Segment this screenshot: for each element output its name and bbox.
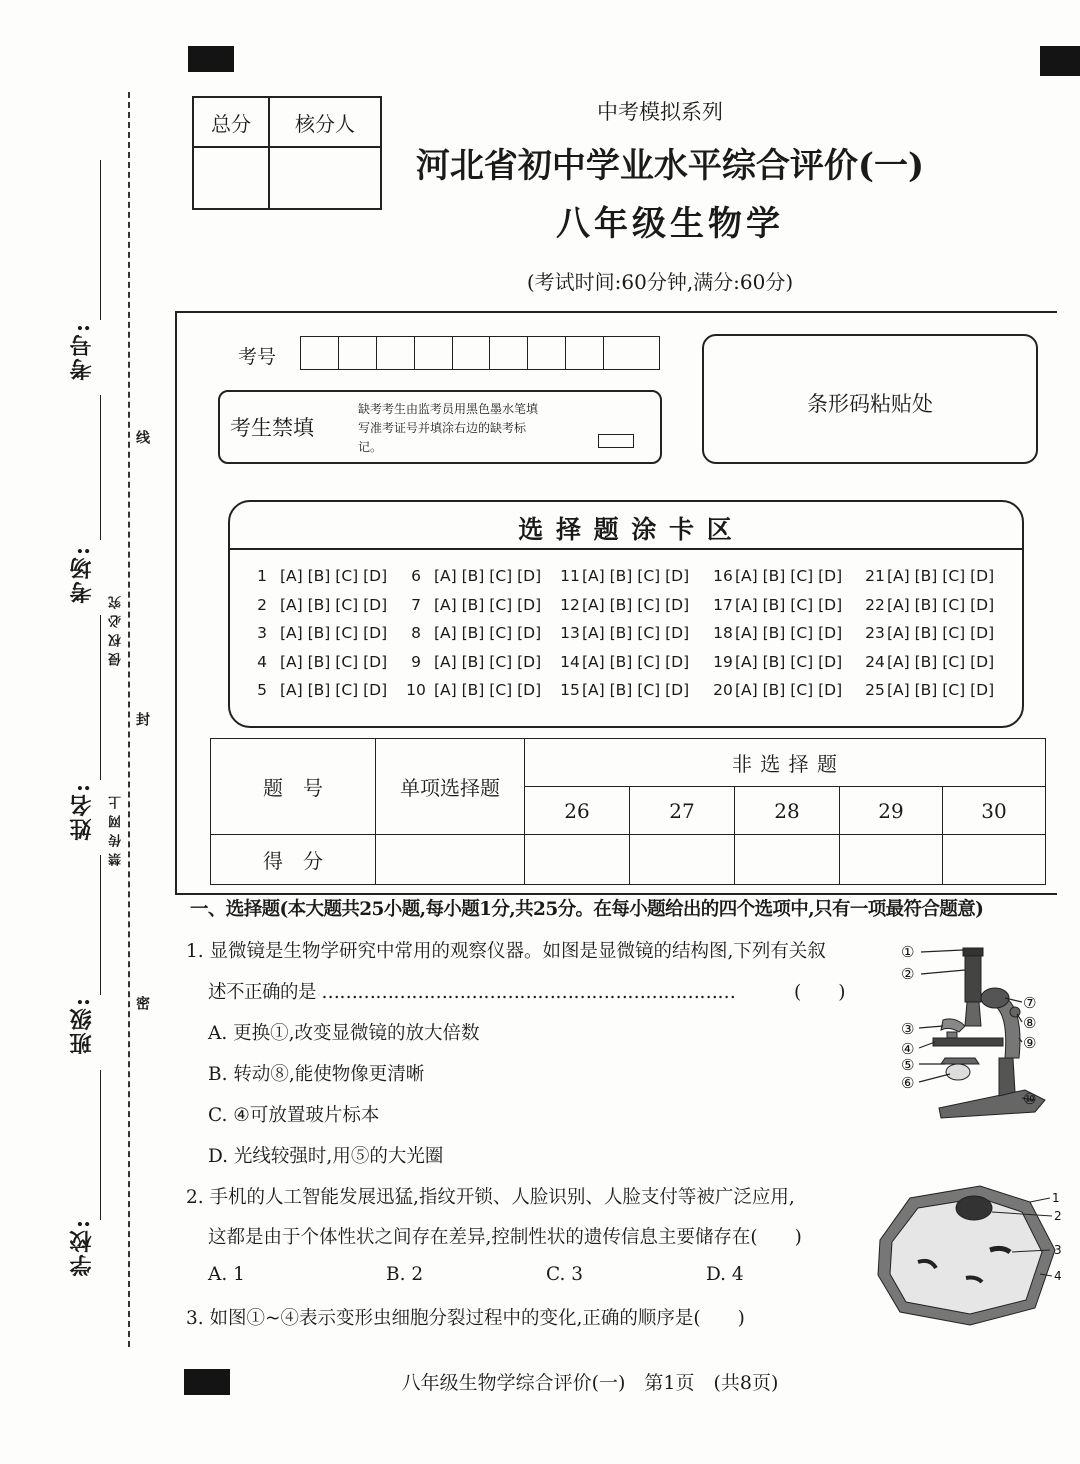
answer-options[interactable]: [A] [B] [C] [D] bbox=[434, 595, 542, 614]
microscope-figure bbox=[895, 940, 1060, 1120]
question-number: 20 bbox=[713, 681, 733, 699]
score-cell[interactable] bbox=[735, 835, 840, 885]
answer-options[interactable]: [A] [B] [C] [D] bbox=[887, 652, 995, 671]
answer-options[interactable]: [A] [B] [C] [D] bbox=[280, 652, 388, 671]
answer-options[interactable]: [A] [B] [C] [D] bbox=[887, 681, 995, 699]
q2-option-c: C. 3 bbox=[546, 1264, 584, 1285]
answer-row bbox=[250, 596, 994, 625]
question-number: 9 bbox=[411, 652, 421, 671]
exam-number-cell[interactable] bbox=[528, 337, 566, 369]
restricted-label: 考生禁填 bbox=[230, 416, 314, 440]
q1-option-b: B. 转动⑧,能使物像更清晰 bbox=[208, 1064, 425, 1085]
question-number: 18 bbox=[713, 624, 733, 642]
exam-number-cell[interactable] bbox=[566, 337, 604, 369]
exam-number-grid bbox=[300, 336, 660, 370]
question-number-header: 题 号 bbox=[211, 739, 376, 835]
non-choice-header: 非 选 择 题 bbox=[525, 739, 1046, 787]
q1-answer-paren[interactable]: ( ) bbox=[794, 982, 846, 1003]
question-number: 12 bbox=[560, 595, 580, 614]
answer-options[interactable]: [A] [B] [C] [D] bbox=[887, 624, 995, 642]
score-cell[interactable] bbox=[840, 835, 943, 885]
question-26-header: 26 bbox=[525, 787, 630, 835]
score-cell[interactable] bbox=[943, 835, 1046, 885]
score-cell[interactable] bbox=[630, 835, 735, 885]
question-number: 10 bbox=[406, 681, 426, 699]
answer-options[interactable]: [A] [B] [C] [D] bbox=[280, 681, 388, 699]
registration-mark-bottom-left bbox=[184, 1369, 230, 1395]
answer-options[interactable]: [A] [B] [C] [D] bbox=[735, 595, 843, 614]
question-29-header: 29 bbox=[840, 787, 943, 835]
question-number: 3 bbox=[257, 624, 267, 642]
total-score-box bbox=[192, 96, 382, 210]
question-number: 17 bbox=[713, 595, 733, 614]
registration-mark-top-left bbox=[188, 46, 234, 72]
field-name-label: 姓名: bbox=[69, 782, 95, 841]
field-exam-number-label: 考号: bbox=[69, 322, 95, 381]
field-line-exam-room bbox=[100, 395, 101, 540]
answer-options[interactable]: [A] [B] [C] [D] bbox=[887, 595, 995, 614]
microscope-label-8: ⑧ bbox=[1023, 1014, 1037, 1032]
question-number: 19 bbox=[713, 652, 733, 671]
answer-options[interactable]: [A] [B] [C] [D] bbox=[582, 595, 690, 614]
q2-option-b: B. 2 bbox=[386, 1264, 424, 1285]
absence-mark-box[interactable] bbox=[598, 434, 634, 448]
q1-option-a: A. 更换①,改变显微镜的放大倍数 bbox=[208, 1023, 480, 1044]
answer-options[interactable]: [A] [B] [C] [D] bbox=[280, 567, 388, 585]
series-label: 中考模拟系列 bbox=[597, 100, 723, 124]
exam-title: 河北省初中学业水平综合评价(一) bbox=[415, 146, 925, 186]
no-online-sharing-note: 禁传网上 bbox=[109, 790, 124, 866]
q1-option-c: C. ④可放置玻片标本 bbox=[208, 1105, 380, 1126]
score-row-label: 得 分 bbox=[211, 835, 376, 885]
question-30-header: 30 bbox=[943, 787, 1046, 835]
microscope-label-3: ③ bbox=[901, 1020, 915, 1038]
question-number: 21 bbox=[865, 567, 885, 585]
field-exam-room-label: 考场: bbox=[69, 545, 95, 604]
question-number: 16 bbox=[713, 567, 733, 585]
q2-option-a: A. 1 bbox=[208, 1264, 245, 1285]
cell-drawing bbox=[878, 1186, 1055, 1325]
q1-stem-line1: 1. 显微镜是生物学研究中常用的观察仪器。如图是显微镜的结构图,下列有关叙 bbox=[186, 941, 826, 962]
question-number: 2 bbox=[257, 595, 267, 614]
answer-row bbox=[250, 624, 994, 653]
q2-stem-line1: 2. 手机的人工智能发展迅猛,指纹开锁、人脸识别、人脸支付等被广泛应用, bbox=[186, 1187, 795, 1208]
question-number: 5 bbox=[257, 681, 267, 699]
answer-options[interactable]: [A] [B] [C] [D] bbox=[434, 652, 542, 671]
answer-options[interactable]: [A] [B] [C] [D] bbox=[434, 567, 542, 585]
seal-char-secret: 密 bbox=[134, 996, 150, 1014]
seal-char-line: 线 bbox=[134, 430, 150, 448]
field-line-school bbox=[100, 1070, 101, 1220]
binding-dashed-line bbox=[128, 92, 130, 1347]
exam-number-cell[interactable] bbox=[604, 337, 660, 369]
answer-options[interactable]: [A] [B] [C] [D] bbox=[582, 681, 690, 699]
answer-options[interactable]: [A] [B] [C] [D] bbox=[582, 652, 690, 671]
question-number: 8 bbox=[411, 624, 421, 642]
question-28-header: 28 bbox=[735, 787, 840, 835]
single-choice-header: 单项选择题 bbox=[376, 739, 525, 835]
page-footer: 八年级生物学综合评价(一) 第1页 (共8页) bbox=[401, 1372, 779, 1394]
seal-char-seal: 封 bbox=[134, 712, 150, 730]
checker-header: 核分人 bbox=[269, 97, 381, 147]
question-number: 25 bbox=[865, 681, 885, 699]
question-number: 1 bbox=[257, 567, 267, 585]
barcode-label: 条形码粘贴处 bbox=[807, 392, 933, 416]
answer-row bbox=[250, 681, 994, 710]
score-cell[interactable] bbox=[376, 835, 525, 885]
checker-cell[interactable] bbox=[269, 147, 381, 209]
field-school-label: 学校: bbox=[69, 1218, 95, 1277]
cell-label-4: 4 bbox=[1054, 1269, 1062, 1283]
exam-info: (考试时间:60分钟,满分:60分) bbox=[526, 270, 794, 294]
exam-number-cell[interactable] bbox=[490, 337, 528, 369]
q1-option-d: D. 光线较强时,用⑤的大光圈 bbox=[208, 1146, 444, 1167]
microscope-label-10: ⑩ bbox=[1023, 1090, 1037, 1108]
answer-options[interactable]: [A] [B] [C] [D] bbox=[280, 624, 388, 642]
answer-row bbox=[250, 567, 994, 596]
restricted-box bbox=[218, 390, 662, 464]
score-cell[interactable] bbox=[525, 835, 630, 885]
answer-options[interactable]: [A] [B] [C] [D] bbox=[434, 681, 542, 699]
q3-stem-line1: 3. 如图①~④表示变形虫细胞分裂过程中的变化,正确的顺序是( ) bbox=[186, 1308, 745, 1329]
question-number: 4 bbox=[257, 652, 267, 671]
copyright-note: 侵权必究 bbox=[109, 590, 124, 666]
answer-options[interactable]: [A] [B] [C] [D] bbox=[582, 567, 690, 585]
answer-card-title: 选 择 题 涂 卡 区 bbox=[518, 515, 734, 544]
q2-option-d: D. 4 bbox=[706, 1264, 744, 1285]
field-line-class bbox=[100, 855, 101, 995]
field-line-exam-number bbox=[100, 160, 101, 320]
question-number: 7 bbox=[411, 595, 421, 614]
q2-stem-line2: 这都是由于个体性状之间存在差异,控制性状的遗传信息主要储存在( ) bbox=[208, 1227, 802, 1248]
cell-label-3: 3 bbox=[1054, 1243, 1062, 1257]
question-number: 24 bbox=[865, 652, 885, 671]
answer-options[interactable]: [A] [B] [C] [D] bbox=[434, 624, 542, 642]
question-number: 11 bbox=[560, 567, 580, 585]
microscope-label-6: ⑥ bbox=[901, 1074, 915, 1092]
cell-figure bbox=[870, 1180, 1070, 1330]
exam-number-cell[interactable] bbox=[453, 337, 491, 369]
question-number: 13 bbox=[560, 624, 580, 642]
question-number: 14 bbox=[560, 652, 580, 671]
answer-options[interactable]: [A] [B] [C] [D] bbox=[735, 567, 843, 585]
registration-mark-top-right bbox=[1040, 46, 1080, 76]
answer-options[interactable]: [A] [B] [C] [D] bbox=[887, 567, 995, 585]
score-table bbox=[210, 738, 1046, 885]
question-number: 6 bbox=[411, 567, 421, 585]
total-score-cell[interactable] bbox=[193, 147, 269, 209]
answer-options[interactable]: [A] [B] [C] [D] bbox=[735, 652, 843, 671]
exam-number-cell[interactable] bbox=[339, 337, 377, 369]
q1-stem-line2: 述不正确的是 …………………………………………………………… bbox=[208, 982, 736, 1003]
field-line-name bbox=[100, 615, 101, 780]
answer-bubbles bbox=[250, 567, 994, 710]
exam-number-label: 考号 bbox=[238, 346, 277, 368]
microscope-label-2: ② bbox=[901, 965, 915, 983]
answer-options[interactable]: [A] [B] [C] [D] bbox=[280, 595, 388, 614]
question-number: 15 bbox=[560, 681, 580, 699]
total-score-header: 总分 bbox=[193, 97, 269, 147]
answer-options[interactable]: [A] [B] [C] [D] bbox=[735, 624, 843, 642]
answer-options[interactable]: [A] [B] [C] [D] bbox=[735, 681, 843, 699]
question-number: 22 bbox=[865, 595, 885, 614]
answer-row bbox=[250, 653, 994, 682]
microscope-label-4: ④ bbox=[901, 1040, 915, 1058]
exam-number-cell[interactable] bbox=[415, 337, 453, 369]
restricted-note: 缺考考生由监考员用黑色墨水笔填写准考证号并填涂右边的缺考标记。 bbox=[358, 402, 539, 454]
microscope-label-5: ⑤ bbox=[901, 1056, 915, 1074]
cell-label-1: 1 bbox=[1052, 1191, 1060, 1205]
question-27-header: 27 bbox=[630, 787, 735, 835]
question-number: 23 bbox=[865, 624, 885, 642]
answer-options[interactable]: [A] [B] [C] [D] bbox=[582, 624, 690, 642]
microscope-label-9: ⑨ bbox=[1023, 1034, 1037, 1052]
exam-subject: 八年级生物学 bbox=[556, 204, 784, 244]
microscope-label-7: ⑦ bbox=[1023, 994, 1037, 1012]
cell-label-2: 2 bbox=[1054, 1209, 1062, 1223]
exam-number-cell[interactable] bbox=[377, 337, 415, 369]
field-class-label: 班级: bbox=[69, 996, 95, 1055]
exam-number-cell[interactable] bbox=[301, 337, 339, 369]
barcode-area bbox=[702, 334, 1038, 464]
microscope-label-1: ① bbox=[901, 943, 915, 961]
section-heading: 一、选择题(本大题共25小题,每小题1分,共25分。在每小题给出的四个选项中,只有一项最符合题意) bbox=[190, 899, 984, 920]
